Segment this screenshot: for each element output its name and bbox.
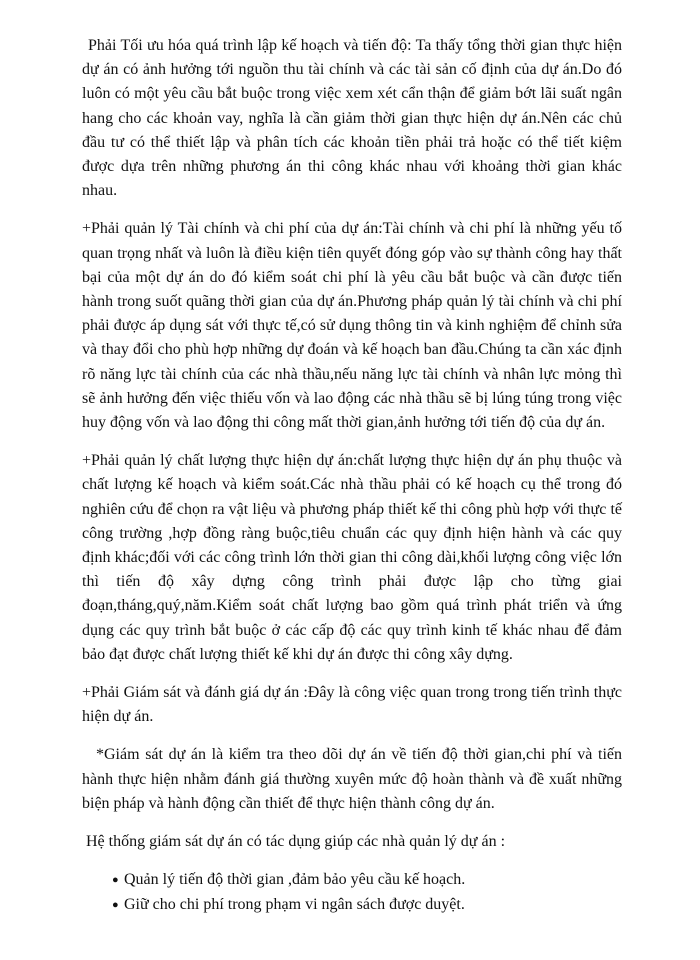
paragraph-monitoring-definition: *Giám sát dự án là kiểm tra theo dõi dự án về tiến độ thời gian,chi phí và tiến hành thực hiện nhằm đánh giá thường xuyên mức độ hoàn thành và đề xuất những biện pháp và hành động cần thiết để thực hiện thành công dự án. xyxy=(82,746,622,812)
black-circle-icon: ● xyxy=(112,898,119,911)
paragraph-monitoring: +Phải Giám sát và đánh giá dự án :Đây là công việc quan trong trong tiến trình thực hiện dự án. xyxy=(82,684,622,726)
list-item xyxy=(112,868,622,892)
paragraph-monitoring-system: Hệ thống giám sát dự án có tác dụng giúp các nhà quản lý dự án : xyxy=(86,833,506,851)
paragraph-quality-management: +Phải quản lý chất lượng thực hiện dự án:chất lượng thực hiện dự án phụ thuộc và chất lượng kế hoạch và kiểm soát.Các nhà thầu phải có kế hoạch cụ thể trong đó nghiên cứu để chọn ra vật liệu và phương pháp thiết kế thi công phù hợp với thực tế công trường ,hợp đồng ràng buộc,tiêu chuẩn các quy định hiện hành và các quy định khác;đối với các công trình lớn thời gian thi công dài,khối lượng công việc lớn thì tiến độ xây dựng công trình phải được lập cho từng giai đoạn,tháng,quý,năm.Kiểm soát chất lượng bao gồm quá trình phát triển và ứng dụng các quy trình bắt buộc ở các cấp độ các quy trình kinh tế khác nhau để đảm bảo đạt được chất lượng thiết kế khi dự án được thi công xây dựng. xyxy=(82,452,622,663)
list-item xyxy=(112,893,622,917)
document-page xyxy=(82,34,622,917)
list-item-text: Giữ cho chi phí trong phạm vi ngân sách được duyệt. xyxy=(124,895,465,913)
paragraph-finance-management: +Phải quản lý Tài chính và chi phí của dự án:Tài chính và chi phí là những yếu tố quan trọng nhất và luôn là điều kiện tiên quyết đóng góp vào sự thành công hay thất bại của một dự án do đó kiểm soát chi phí là yêu cầu bắt buộc và cần được tiến hành trong suốt quãng thời gian của dự án.Phương pháp quản lý tài chính và chi phí phải được áp dụng sát với thực tế,có sử dụng thông tin và kinh nghiệm để chỉnh sửa và thay đổi cho phù hợp những dự đoán và kế hoạch ban đầu.Chúng ta cần xác định rõ năng lực tài chính của các nhà thầu,nếu năng lực tài chính và nhân lực mỏng thì sẽ ảnh hưởng đến việc thiếu vốn và lao động các nhà thầu sẽ bị lúng túng trong việc huy động vốn và lao động thi công mất thời gian,ảnh hưởng tới tiến độ của dự án. xyxy=(82,220,622,432)
black-circle-icon: ● xyxy=(112,874,119,887)
bullet-list xyxy=(82,868,622,916)
paragraph-schedule-optimization: Phải Tối ưu hóa quá trình lập kế hoạch và tiến độ: Ta thấy tổng thời gian thực hiện dự án có ảnh hưởng tới nguồn thu tài chính và các tài sản cố định của dự án.Do đó luôn có một yêu cầu bắt buộc trong việc xem xét cẩn thận để giảm bớt lãi suất ngân hang cho các khoản vay, nghĩa là cần giảm thời gian thực hiện dự án.Nên các chủ đầu tư có thể thiết lập và phân tích các khoản tiền phải trả hoặc có thể tiết kiệm được dựa trên những phương án thi công khác nhau với khoảng thời gian khác nhau. xyxy=(82,37,622,200)
list-item-text: Quản lý tiến độ thời gian ,đảm bảo yêu cầu kế hoạch. xyxy=(124,871,466,889)
